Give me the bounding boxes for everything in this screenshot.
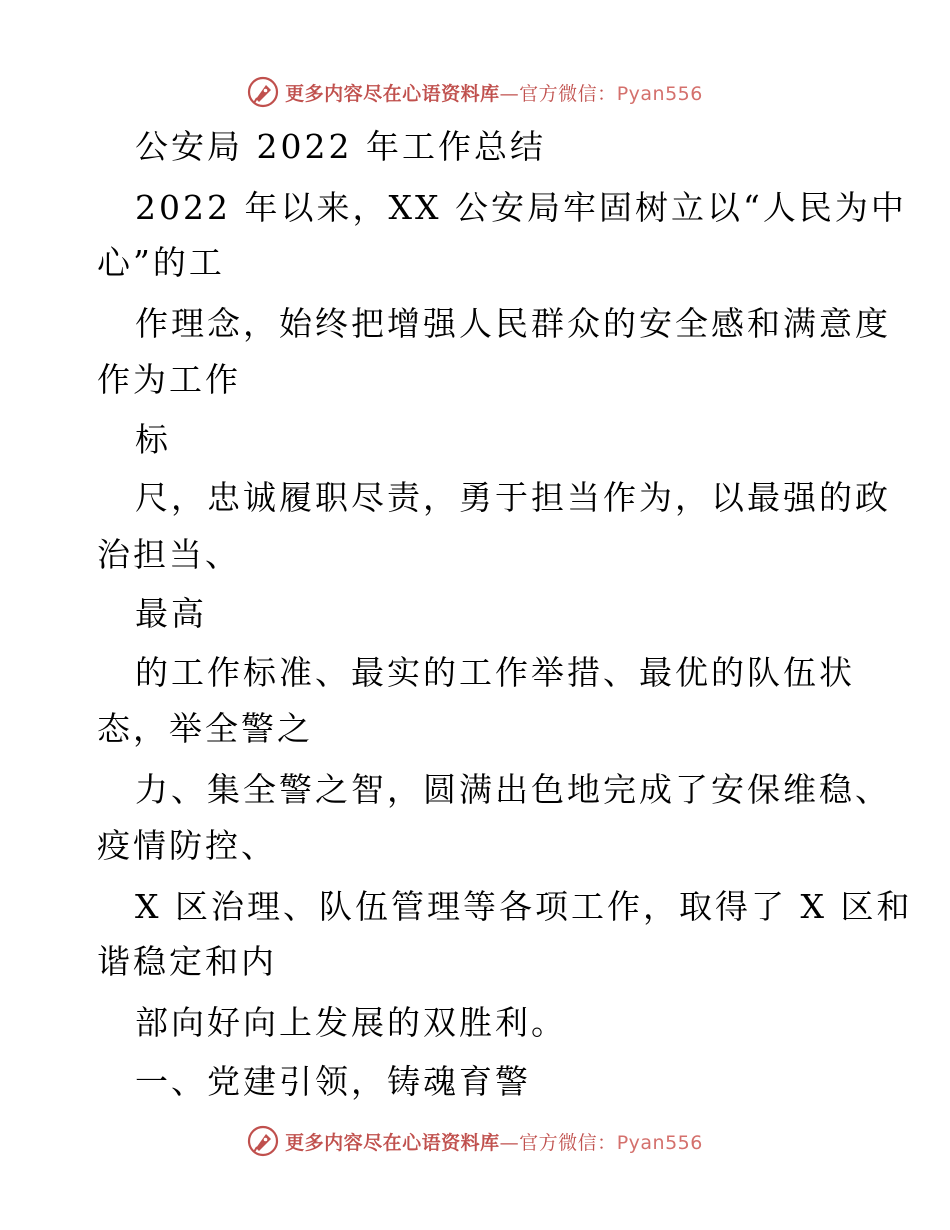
paragraph-line: 态，举全警之 xyxy=(97,709,313,748)
header-watermark xyxy=(0,72,950,112)
watermark-wechat-id: Pyan556 xyxy=(616,1131,703,1154)
paragraph-line: 最高 xyxy=(135,594,207,633)
watermark-main: 更多内容尽在心语资料库 xyxy=(285,1131,500,1154)
document-title: 公安局 2022 年工作总结 xyxy=(135,127,546,166)
paragraph-line: 作理念，始终把增强人民群众的安全感和满意度 xyxy=(135,304,891,343)
watermark-text xyxy=(285,1128,703,1155)
section-heading: 一、党建引领，铸魂育警 xyxy=(135,1062,531,1101)
paragraph-line: 谐稳定和内 xyxy=(97,942,277,981)
pen-nib-logo-icon xyxy=(247,76,279,108)
paragraph-line: 尺，忠诚履职尽责，勇于担当作为，以最强的政 xyxy=(135,478,891,517)
footer-watermark xyxy=(0,1121,950,1161)
watermark-dash: — xyxy=(499,1131,520,1154)
paragraph-line: 疫情防控、 xyxy=(97,826,277,865)
watermark-main: 更多内容尽在心语资料库 xyxy=(285,82,500,105)
paragraph-line: 心”的工 xyxy=(97,243,225,282)
paragraph-line: 的工作标准、最实的工作举措、最优的队伍状 xyxy=(135,653,855,692)
paragraph-line: 2022 年以来，XX 公安局牢固树立以“人民为中 xyxy=(135,188,907,227)
watermark-dash: — xyxy=(499,82,520,105)
watermark-wechat-label: 官方微信： xyxy=(519,1131,617,1154)
paragraph-line: 部向好向上发展的双胜利。 xyxy=(135,1003,567,1042)
pen-nib-logo-icon xyxy=(247,1125,279,1157)
paragraph-line: 力、集全警之智，圆满出色地完成了安保维稳、 xyxy=(135,770,891,809)
watermark-text xyxy=(285,79,703,106)
paragraph-line: 治担当、 xyxy=(97,535,241,574)
paragraph-line: X 区治理、队伍管理等各项工作，取得了 X 区和 xyxy=(135,887,913,926)
watermark-wechat-label: 官方微信： xyxy=(519,82,617,105)
paragraph-line: 标 xyxy=(135,420,171,459)
watermark-wechat-id: Pyan556 xyxy=(616,82,703,105)
paragraph-line: 作为工作 xyxy=(97,360,241,399)
